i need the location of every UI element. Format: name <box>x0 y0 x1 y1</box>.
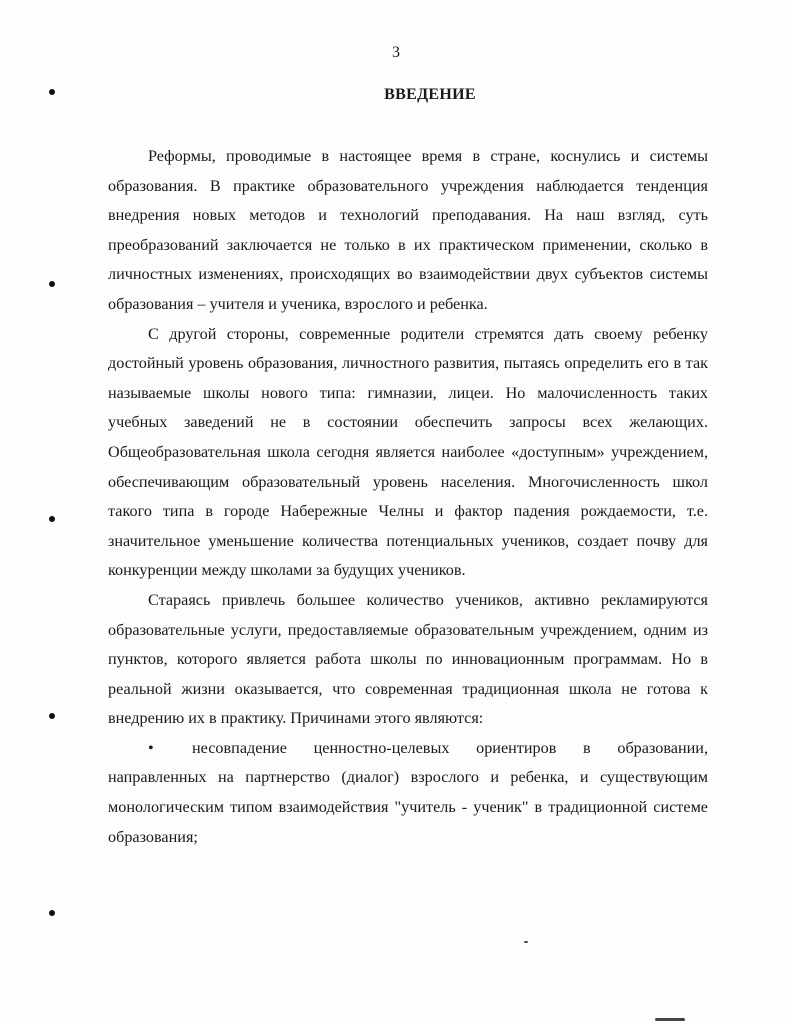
margin-dot-icon <box>49 89 55 95</box>
document-body <box>108 142 708 852</box>
paragraph-2: С другой стороны, современные родители стремятся дать своему ребенку достойный уровень образования, личностного развития, пытаясь определить его в так называемые школы нового типа: гимназии, лицеи. Но малочисленность таких учебных заведений не в состоянии обеспечить запросы всех желающих. Общеобразовательная школа сегодня является наиболее «доступным» учреждением, обеспечивающим образовательный уровень населения. Многочисленность школ такого типа в городе Набережные Челны и фактор падения рождаемости, т.е. значительное уменьшение количества потенциальных учеников, создает почву для конкуренции между школами за будущих учеников. <box>108 324 708 580</box>
scan-speck-icon <box>655 1018 685 1021</box>
margin-dot-icon <box>49 281 55 287</box>
paragraph-1: Реформы, проводимые в настоящее время в стране, коснулись и системы образования. В практике образовательного учреждения наблюдается тенденция внедрения новых методов и технологий преподавания. На наш взгляд, суть преобразований заключается не только в их практическом применении, сколько в личностных изменениях, происходящих во взаимодействии двух субъектов системы образования – учителя и ученика, взрослого и ребенка. <box>108 147 708 313</box>
margin-dot-icon <box>49 516 55 522</box>
page-title: ВВЕДЕНИЕ <box>384 86 476 103</box>
bullet-item <box>108 734 708 852</box>
scan-speck-icon <box>524 941 528 943</box>
page-number: 3 <box>392 44 400 61</box>
margin-dot-icon <box>49 910 55 916</box>
paragraph-3: Стараясь привлечь большее количество учеников, активно рекламируются образовательные услуги, предоставляемые образовательным учреждением, одним из пунктов, которого является работа школы по инновационным программам. Но в реальной жизни оказывается, что современная традиционная школа не готова к внедрению их в практику. Причинами этого являются: <box>108 590 708 728</box>
bullet-icon: • <box>148 738 154 757</box>
bullet-text: несовпадение ценностно-целевых ориентиров в образовании, направленных на партнерство (диалог) взрослого и ребенка, и существующим монологическим типом взаимодействия "учитель - ученик" в традиционной системе образования; <box>108 738 708 846</box>
margin-dot-icon <box>49 713 55 719</box>
